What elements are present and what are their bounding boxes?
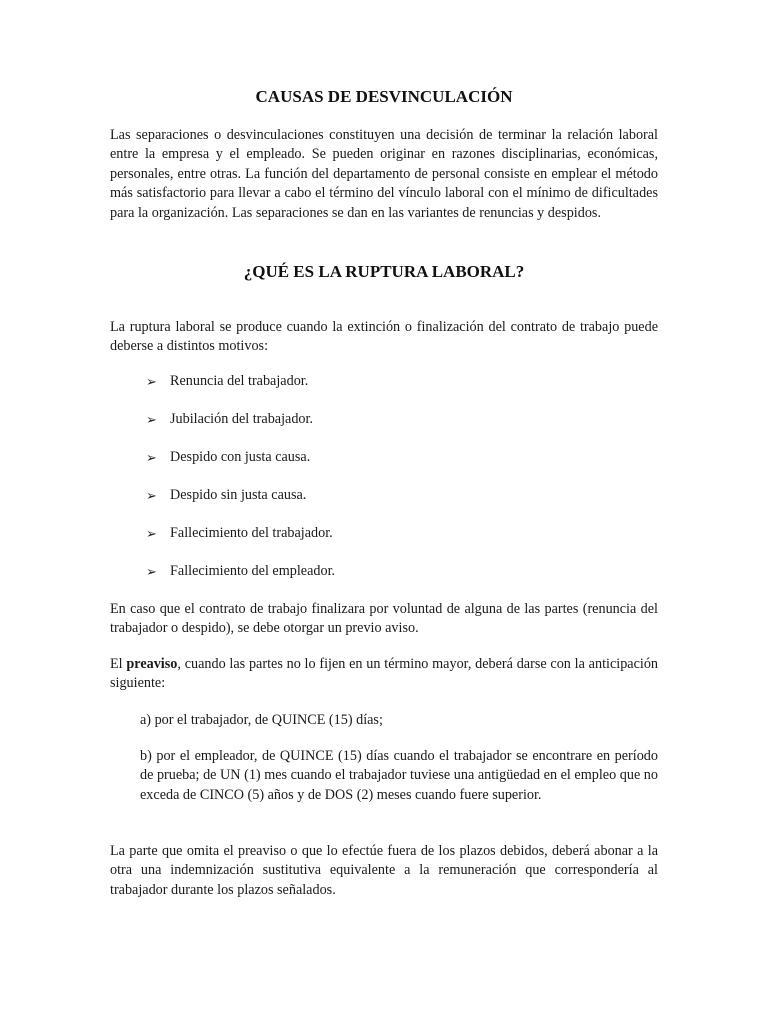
- list-item-text: Fallecimiento del empleador.: [170, 563, 336, 579]
- arrow-bullet-icon: ➢: [146, 374, 157, 389]
- arrow-bullet-icon: ➢: [146, 450, 157, 465]
- preaviso-paragraph: [110, 655, 658, 694]
- parte-section: [110, 842, 658, 900]
- list-item-text: Renuncia del trabajador.: [170, 373, 309, 389]
- arrow-bullet-icon: ➢: [146, 412, 157, 427]
- item-b-paragraph: b) por el empleador, de QUINCE (15) días cuando el trabajador se encontrare en período de prueba; de UN (1) mes cuando el trabajador tuviese una antigüedad en el empleo que no exceda de CINCO (5) años y de DOS (2) meses cuando fuere superior.: [140, 748, 658, 803]
- preaviso-rest: , cuando las partes no lo fijen en un término mayor, deberá darse con la anticipación siguiente:: [110, 656, 659, 692]
- item-b-section: [140, 747, 658, 805]
- ruptura-paragraph: La ruptura laboral se produce cuando la extinción o finalización del contrato de trabajo puede deberse a distintos motivos:: [110, 319, 658, 355]
- arrow-bullet-icon: ➢: [146, 526, 157, 541]
- preaviso-bold-term: preaviso: [126, 656, 178, 672]
- intro-section: [110, 126, 658, 223]
- list-item-text: Despido con justa causa.: [170, 449, 311, 465]
- preaviso-prefix: El: [110, 656, 127, 672]
- list-item: [146, 372, 546, 410]
- list-item-text: Fallecimiento del trabajador.: [170, 525, 333, 541]
- list-item-text: Jubilación del trabajador.: [170, 411, 314, 427]
- list-item: [146, 410, 546, 448]
- list-item: [146, 448, 546, 486]
- item-a-section: [140, 711, 658, 730]
- document-title: CAUSAS DE DESVINCULACIÓN: [255, 87, 513, 106]
- caso-section: [110, 600, 658, 639]
- section-heading: ¿QUÉ ES LA RUPTURA LABORAL?: [243, 262, 525, 281]
- list-item: [146, 562, 546, 600]
- preaviso-section: [110, 655, 658, 694]
- item-a-paragraph: a) por el trabajador, de QUINCE (15) días;: [140, 712, 383, 728]
- intro-paragraph: Las separaciones o desvinculaciones constituyen una decisión de terminar la relación laboral entre la empresa y el empleado. Se pueden originar en razones disciplinarias, económicas, personales, entre otras. La función del departamento de personal consiste en emplear el método más satisfactorio para llevar a cabo el término del vínculo laboral con el mínimo de dificultades para la organización. Las separaciones se dan en las variantes de renuncias y despidos.: [110, 127, 658, 221]
- list-item: [146, 524, 546, 562]
- arrow-bullet-icon: ➢: [146, 564, 157, 579]
- list-item: [146, 486, 546, 524]
- list-item-text: Despido sin justa causa.: [170, 487, 307, 503]
- arrow-bullet-icon: ➢: [146, 488, 157, 503]
- parte-paragraph: La parte que omita el preaviso o que lo efectúe fuera de los plazos debidos, deberá abonar a la otra una indemnización sustitutiva equivalente a la remuneración que correspondería al trabajador durante los plazos señalados.: [110, 843, 658, 898]
- motivos-list: [146, 372, 546, 600]
- ruptura-section: [110, 318, 658, 357]
- caso-paragraph: En caso que el contrato de trabajo finalizara por voluntad de alguna de las partes (renuncia del trabajador o despido), se debe otorgar un previo aviso.: [110, 601, 658, 637]
